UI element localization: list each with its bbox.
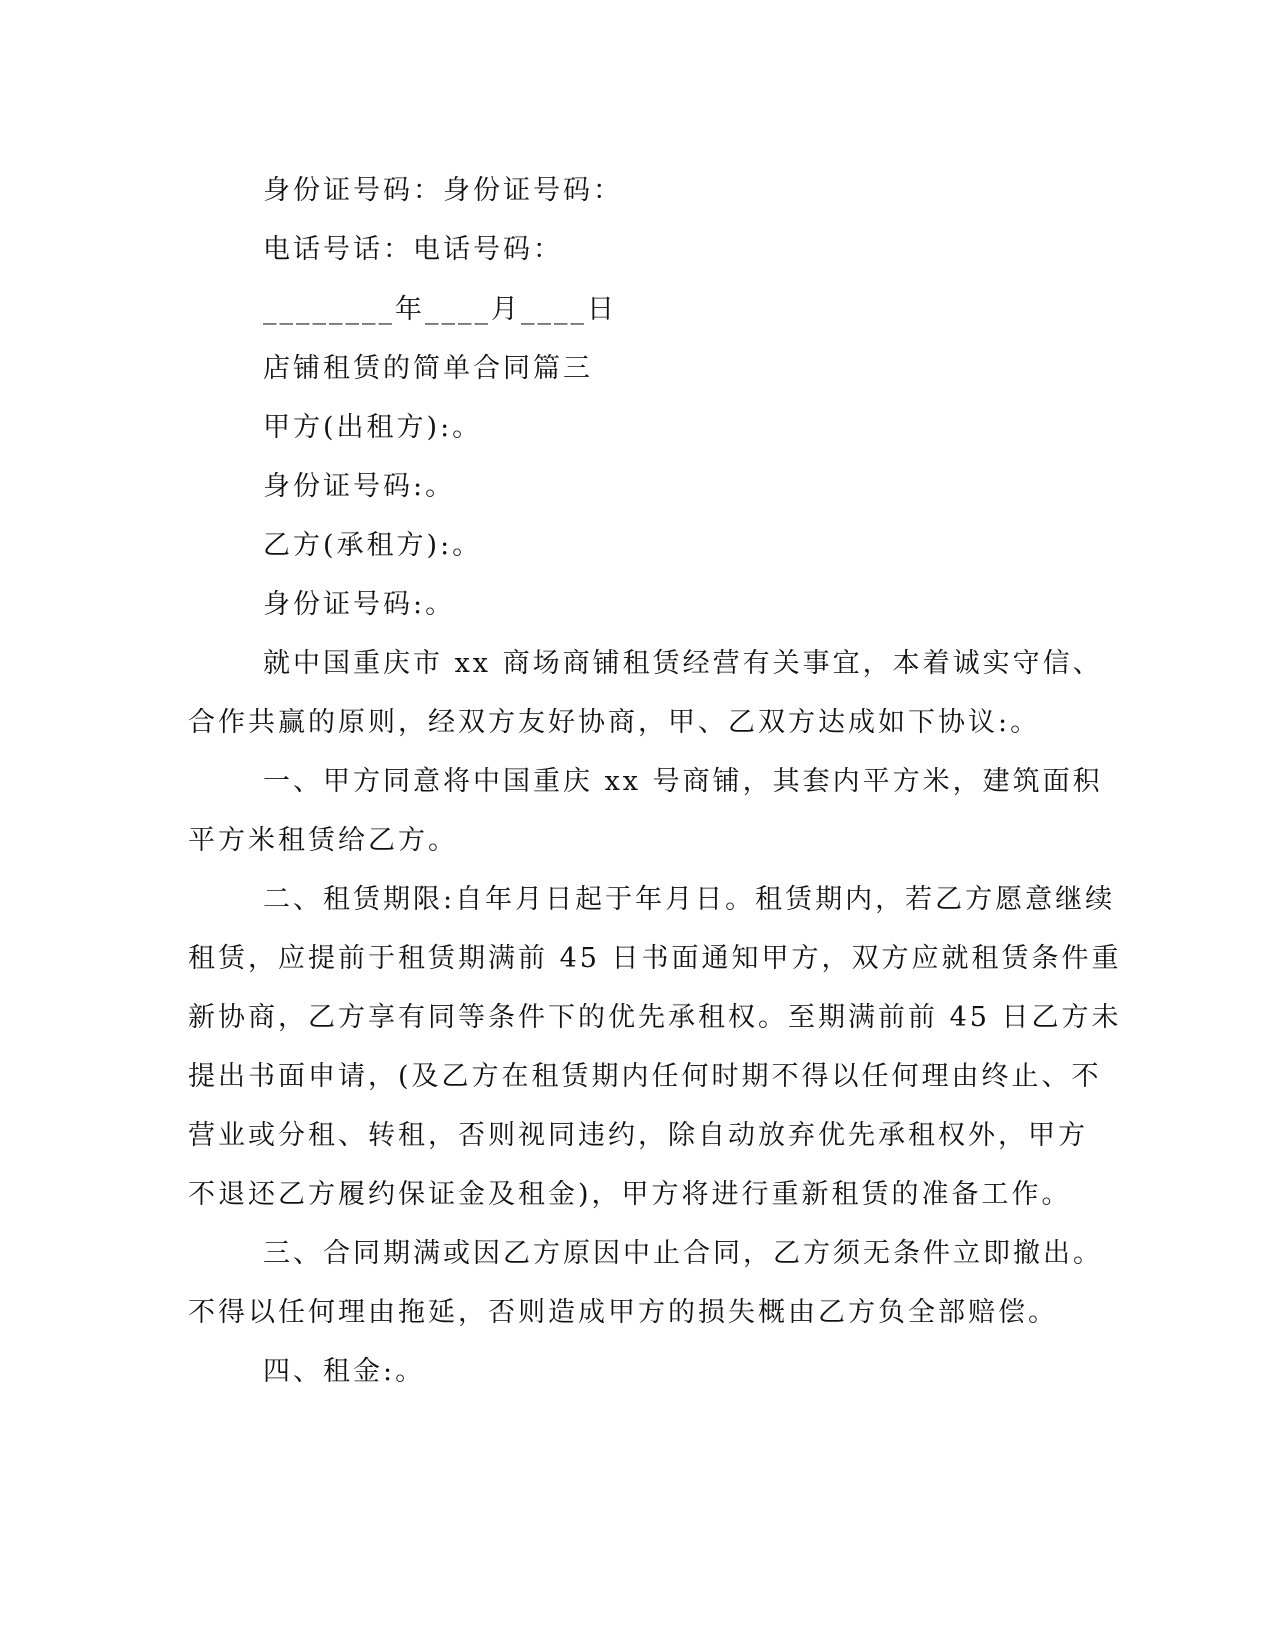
section-title: 店铺租赁的简单合同篇三 — [263, 353, 593, 384]
clause-1-line-2: 平方米租赁给乙方。 — [188, 825, 458, 856]
clause-3-line-2: 不得以任何理由拖延，否则造成甲方的损失概由乙方负全部赔偿。 — [188, 1297, 1058, 1328]
party-b-id-line: 身份证号码:。 — [263, 589, 456, 620]
clause-2-line-1: 二、租赁期限:自年月日起于年月日。租赁期内，若乙方愿意继续 — [263, 884, 1116, 915]
date-line: ________年____月____日 — [263, 294, 617, 325]
clause-4-line-1: 四、租金:。 — [263, 1356, 426, 1387]
clause-2-line-5: 营业或分租、转租，否则视同违约，除自动放弃优先承租权外，甲方 — [188, 1120, 1088, 1151]
party-a-line: 甲方(出租方):。 — [263, 412, 483, 443]
clause-2-line-3: 新协商，乙方享有同等条件下的优先承租权。至期满前前 45 日乙方未 — [188, 1002, 1122, 1033]
preamble-line-1: 就中国重庆市 xx 商场商铺租赁经营有关事宜，本着诚实守信、 — [263, 648, 1103, 679]
phone-number-line: 电话号话：电话号码： — [263, 234, 563, 265]
clause-2-line-2: 租赁，应提前于租赁期满前 45 日书面通知甲方，双方应就租赁条件重 — [188, 943, 1122, 974]
party-b-line: 乙方(承租方):。 — [263, 530, 483, 561]
clause-2-line-4: 提出书面申请，(及乙方在租赁期内任何时期不得以任何理由终止、不 — [188, 1061, 1102, 1092]
id-number-line: 身份证号码：身份证号码： — [263, 175, 623, 206]
preamble-line-2: 合作共赢的原则，经双方友好协商，甲、乙双方达成如下协议:。 — [188, 707, 1041, 738]
clause-1-line-1: 一、甲方同意将中国重庆 xx 号商铺，其套内平方米，建筑面积 — [263, 766, 1103, 797]
clause-2-line-6: 不退还乙方履约保证金及租金)，甲方将进行重新租赁的准备工作。 — [188, 1179, 1072, 1210]
clause-3-line-1: 三、合同期满或因乙方原因中止合同，乙方须无条件立即撤出。 — [263, 1238, 1103, 1269]
party-a-id-line: 身份证号码:。 — [263, 471, 456, 502]
